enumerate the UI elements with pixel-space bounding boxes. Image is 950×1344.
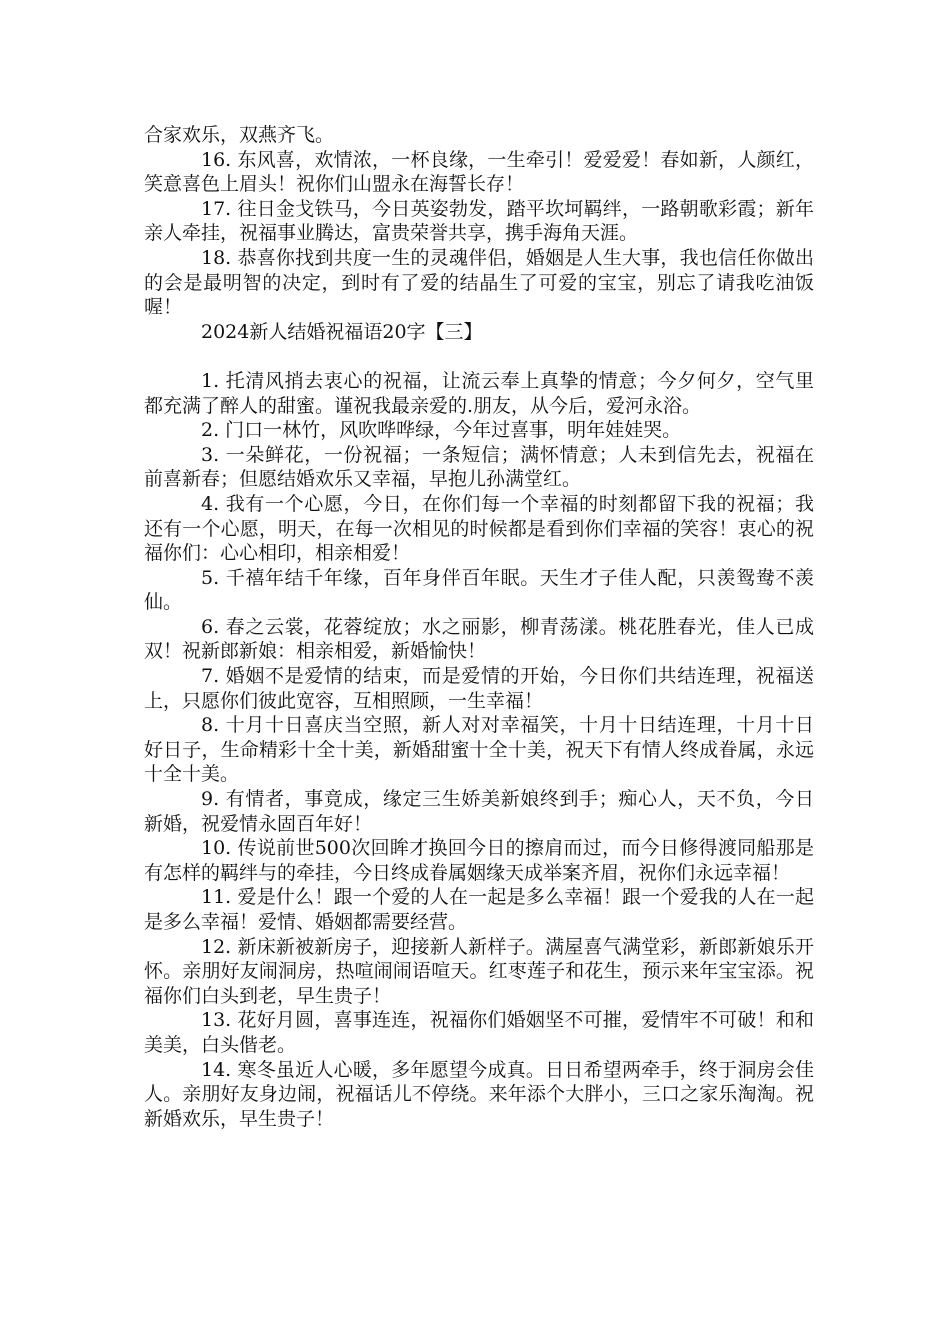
wish-item-10: 10. 传说前世500次回眸才换回今日的擦肩而过，而今日修得渡同船那是有怎样的羁绊与的牵挂，今日终成眷属姻缘天成举案齐眉，祝你们永远幸福！ [144,837,814,884]
wish-item-2: 2. 门口一林竹，风吹哗哗绿，今年过喜事，明年娃娃哭。 [201,419,682,442]
wish-item-9: 9. 有情者，事竟成，缘定三生娇美新娘终到手；痴心人，天不负，今日新婚，祝爱情永固百年好！ [144,788,814,835]
wish-item-4: 4. 我有一个心愿，今日，在你们每一个幸福的时刻都留下我的祝福；我还有一个心愿，明天，在每一次相见的时候都是看到你们幸福的笑容！衷心的祝福你们：心心相印，相亲相爱！ [144,492,814,565]
section-heading: 2024新人结婚祝福语20字【三】 [201,320,483,343]
wish-item-8: 8. 十月十日喜庆当空照，新人对对幸福笑，十月十日结连理，十月十日好日子，生命精彩十全十美，新婚甜蜜十全十美，祝天下有情人终成眷属，永远十全十美。 [144,714,814,786]
wish-item-3: 3. 一朵鲜花，一份祝福；一条短信；满怀情意；人未到信先去，祝福在前喜新春；但愿结婚欢乐又幸福，早抱儿孙满堂红。 [144,443,814,491]
wish-item-16: 16. 东风喜，欢情浓，一杯良缘，一生牵引！爱爱爱！春如新，人颜红，笑意喜色上眉头！祝你们山盟永在海誓长存！ [144,148,814,196]
wish-item-17: 17. 往日金戈铁马，今日英姿勃发，踏平坎坷羁绊，一路朝歌彩霞；新年亲人牵挂，祝福事业腾达，富贵荣誉共享，携手海角天涯。 [144,197,814,245]
wish-item-13: 13. 花好月圆，喜事连连，祝福你们婚姻坚不可摧，爱情牢不可破！和和美美，白头偕老。 [144,1009,814,1056]
blank-line [144,344,814,369]
continuation-paragraph: 合家欢乐，双燕齐飞。 [144,124,335,146]
wish-item-6: 6. 春之云裳，花蓉绽放；水之丽影，柳青荡漾。桃花胜春光，佳人已成双！祝新郎新娘：相亲相爱，新婚愉快！ [144,615,814,663]
wish-item-14: 14. 寒冬虽近人心暖，多年愿望今成真。日日希望两牵手，终于洞房会佳人。亲朋好友身边闹，祝福话儿不停绕。来年添个大胖小，三口之家乐淘淘。祝新婚欢乐，早生贵子！ [144,1058,814,1130]
wish-item-11: 11. 爱是什么！跟一个爱的人在一起是多么幸福！跟一个爱我的人在一起是多么幸福！爱情、婚姻都需要经营。 [144,886,814,933]
wish-item-12: 12. 新床新被新房子，迎接新人新样子。满屋喜气满堂彩，新郎新娘乐开怀。亲朋好友闹洞房，热喧闹闹语喧天。红枣莲子和花生，预示来年宝宝添。祝福你们白头到老，早生贵子！ [144,935,814,1007]
wish-item-5: 5. 千禧年结千年缘，百年身伴百年眠。天生才子佳人配，只羡鸳鸯不羡仙。 [144,566,814,614]
wish-item-1: 1. 托清风捎去衷心的祝福，让流云奉上真挚的情意；今夕何夕，空气里都充满了醉人的甜蜜。谨祝我最亲爱的.朋友，从今后，爱河永浴。 [144,369,814,417]
wish-item-18: 18. 恭喜你找到共度一生的灵魂伴侣，婚姻是人生大事，我也信任你做出的会是最明智的决定，到时有了爱的结晶生了可爱的宝宝，别忘了请我吃油饭喔！ [144,246,814,319]
wish-item-7: 7. 婚姻不是爱情的结束，而是爱情的开始，今日你们共结连理，祝福送上，只愿你们彼此宽容，互相照顾，一生幸福！ [144,665,814,712]
document-body [144,123,814,1131]
